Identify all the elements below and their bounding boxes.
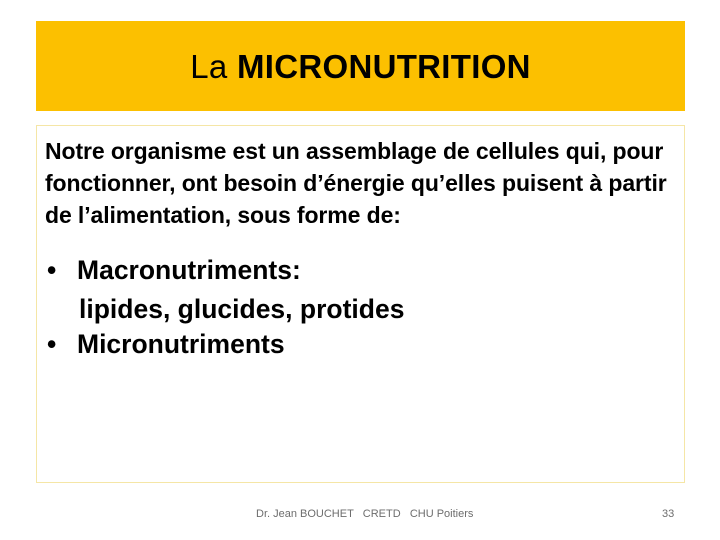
slide-title bbox=[190, 47, 531, 85]
bullet-row bbox=[45, 253, 674, 288]
bullet-micronutrients bbox=[45, 327, 674, 362]
bullet-symbol: • bbox=[47, 255, 57, 285]
bullet-symbol: • bbox=[47, 329, 57, 359]
intro-paragraph: Notre organisme est un assemblage de cellules qui, pour fonctionner, ont besoin d’énergie qu’elles puisent à partir de l’alimentation, sous forme de: bbox=[45, 138, 667, 228]
bullet-label: Micronutriments bbox=[77, 329, 285, 359]
title-prefix: La bbox=[190, 47, 237, 85]
bullet-row bbox=[45, 327, 674, 362]
bullet-macronutrients bbox=[45, 253, 674, 327]
bullet-detail: lipides, glucides, protides bbox=[79, 294, 405, 324]
bullet-list bbox=[45, 253, 674, 362]
content-frame bbox=[36, 125, 685, 483]
page-number: 33 bbox=[662, 508, 675, 520]
footer-author: Dr. Jean BOUCHET CRETD CHU Poitiers bbox=[256, 508, 474, 520]
title-main: MICRONUTRITION bbox=[236, 47, 531, 85]
bullet-label: Macronutriments: bbox=[77, 255, 301, 285]
title-banner bbox=[36, 21, 685, 111]
